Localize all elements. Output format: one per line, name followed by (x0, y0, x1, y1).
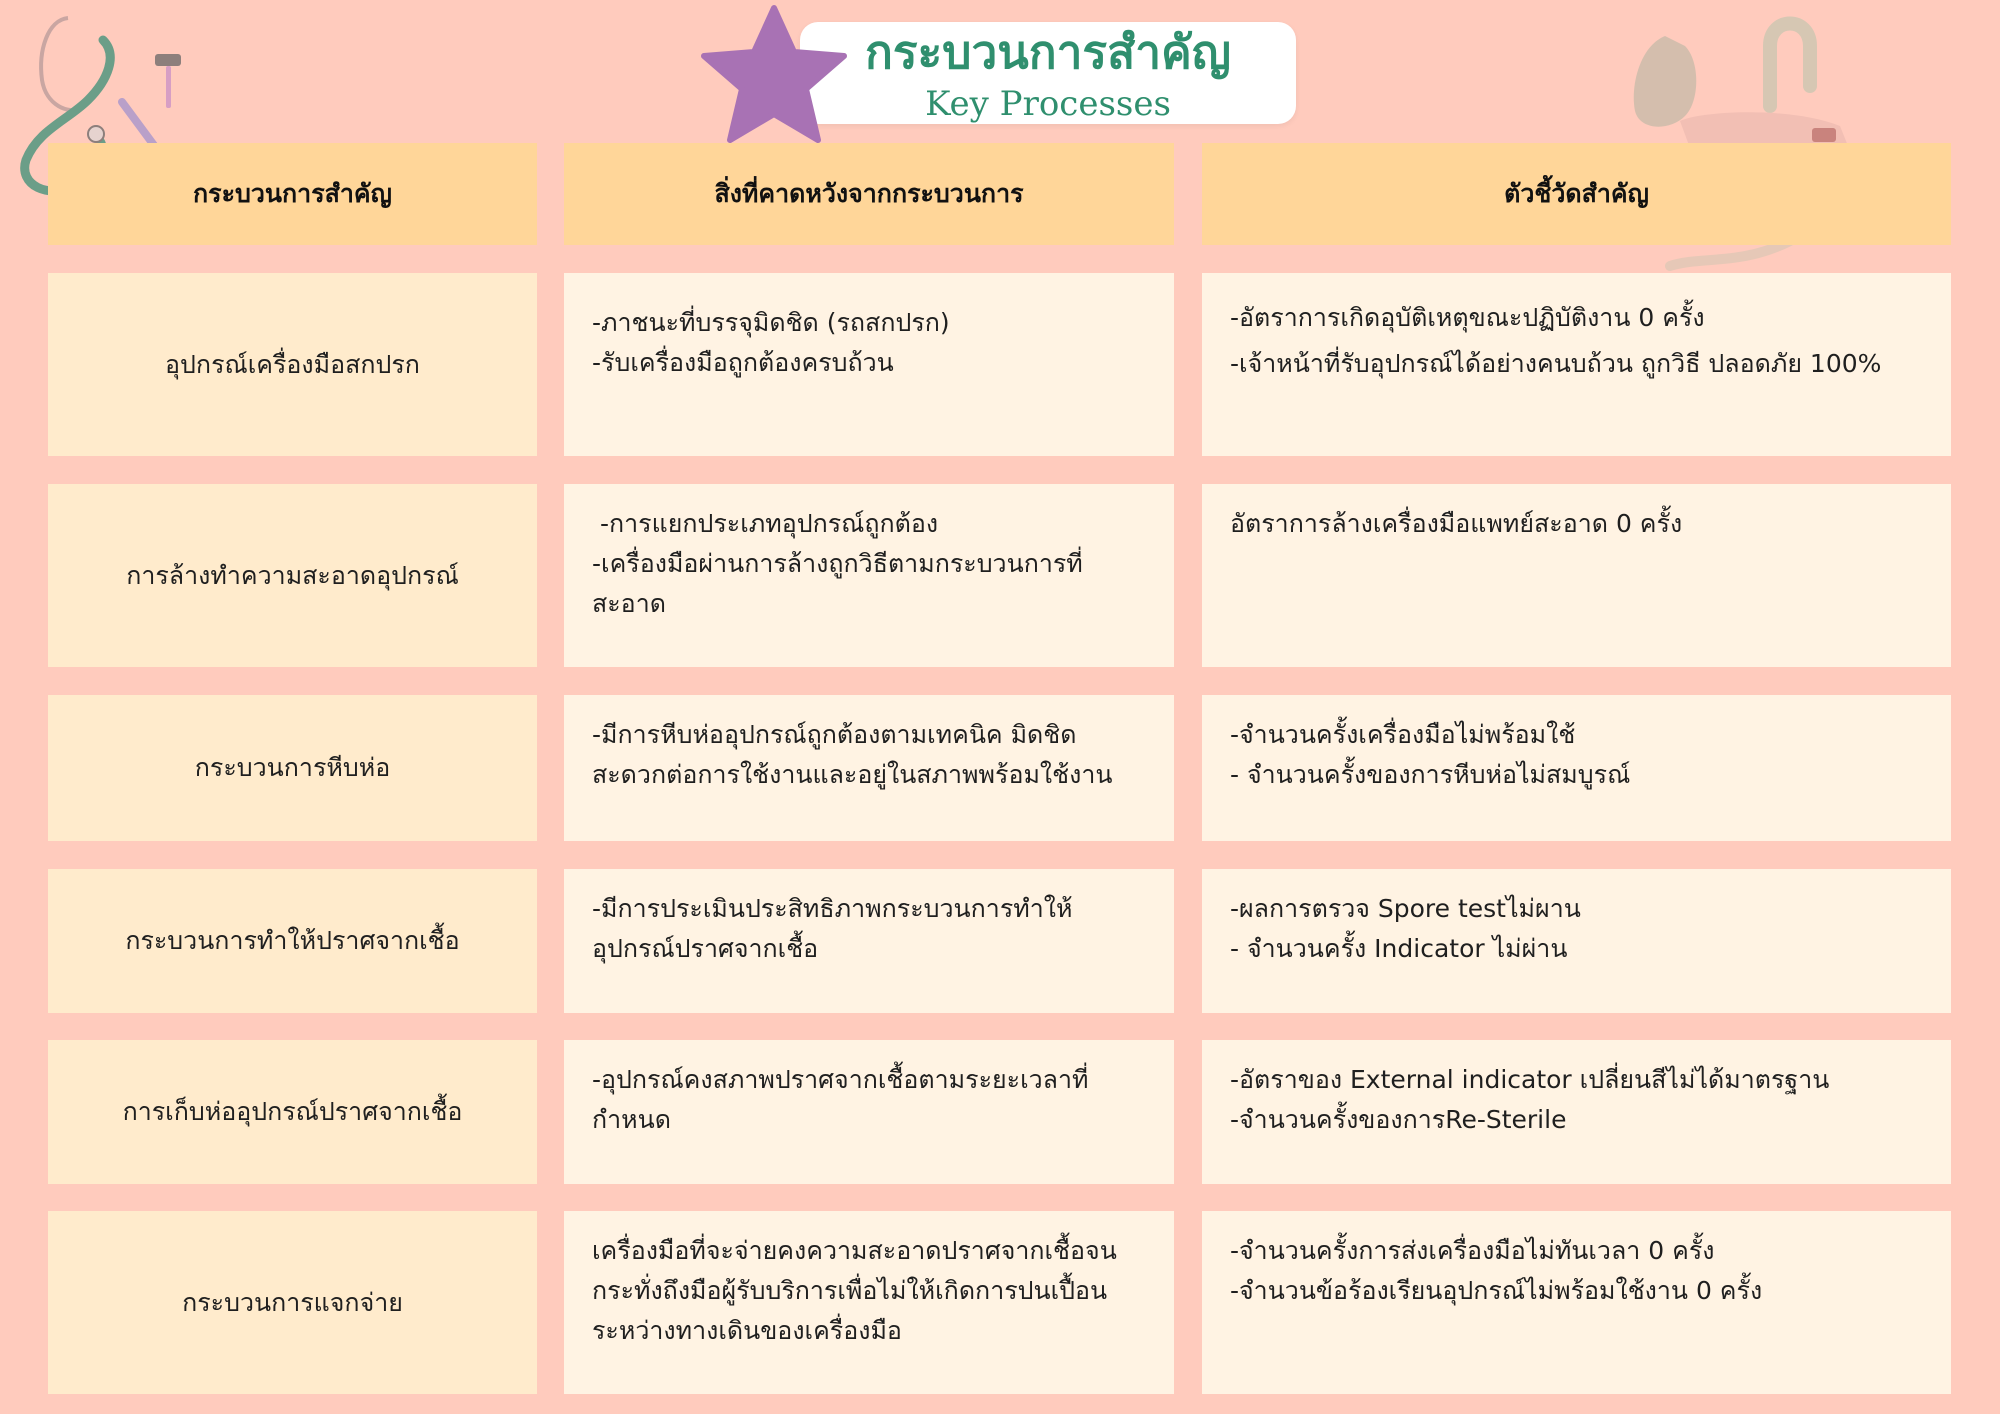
table-row-expected (564, 1211, 1174, 1394)
table-row-process: กระบวนการแจกจ่าย (48, 1211, 537, 1394)
indicator-line: -อัตราของ External indicator เปลี่ยนสีไม่ได้มาตรฐาน (1230, 1065, 1830, 1094)
indicator-line: -จำนวนข้อร้องเรียนอุปกรณ์ไม่พร้อมใช้งาน 0 ครั้ง (1230, 1276, 1763, 1305)
indicator-line: อัตราการล้างเครื่องมือแพทย์สะอาด 0 ครั้ง (1230, 509, 1683, 538)
table-row-process: การล้างทำความสะอาดอุปกรณ์ (48, 484, 537, 667)
table-row-indicators (1202, 1040, 1951, 1184)
expected-line: กระทั่งถึงมือผู้รับบริการเพื่อไม่ให้เกิดการปนเปื้อน (592, 1276, 1108, 1305)
expected-line: -อุปกรณ์คงสภาพปราศจากเชื้อตามระยะเวลาที่ (592, 1065, 1089, 1094)
header-expected: สิ่งที่คาดหวังจากกระบวนการ (564, 143, 1174, 245)
table-row-expected (564, 484, 1174, 667)
table-row-indicators (1202, 484, 1951, 667)
table-row-process: การเก็บห่ออุปกรณ์ปราศจากเชื้อ (48, 1040, 537, 1184)
indicator-line: -จำนวนครั้งของการRe-Sterile (1230, 1105, 1567, 1134)
indicator-line: -อัตราการเกิดอุบัติเหตุขณะปฏิบัติงาน 0 ครั้ง (1230, 303, 1705, 332)
expected-line: เครื่องมือที่จะจ่ายคงความสะอาดปราศจากเชื้อจน (592, 1236, 1117, 1265)
expected-line: อุปกรณ์ปราศจากเชื้อ (592, 934, 819, 963)
expected-line: -เครื่องมือผ่านการล้างถูกวิธีตามกระบวนการที่ (592, 549, 1083, 578)
table-row-indicators (1202, 869, 1951, 1013)
expected-line: สะดวกต่อการใช้งานและอยู่ในสภาพพร้อมใช้งาน (592, 760, 1113, 789)
table-row-process: อุปกรณ์เครื่องมือสกปรก (48, 273, 537, 456)
header-indicators: ตัวชี้วัดสำคัญ (1202, 143, 1951, 245)
table-row-expected (564, 869, 1174, 1013)
indicator-line: -จำนวนครั้งเครื่องมือไม่พร้อมใช้ (1230, 720, 1576, 749)
indicator-line: - จำนวนครั้งของการหีบห่อไม่สมบูรณ์ (1230, 760, 1631, 789)
table-row-indicators (1202, 695, 1951, 841)
indicator-line: - จำนวนครั้ง Indicator ไม่ผ่าน (1230, 934, 1568, 963)
table-row-expected (564, 273, 1174, 456)
expected-line: -มีการประเมินประสิทธิภาพกระบวนการทำให้ (592, 894, 1073, 923)
table-row-indicators (1202, 273, 1951, 456)
expected-line: -ภาชนะที่บรรจุมิดชิด (รถสกปรก) (592, 308, 950, 337)
table-row-expected (564, 695, 1174, 841)
expected-line: -มีการหีบห่ออุปกรณ์ถูกต้องตามเทคนิค มิดชิด (592, 720, 1077, 749)
expected-line: -รับเครื่องมือถูกต้องครบถ้วน (592, 348, 894, 377)
header-process: กระบวนการสำคัญ (48, 143, 537, 245)
page-title: กระบวนการสำคัญ (864, 25, 1231, 79)
page-subtitle: Key Processes (925, 84, 1171, 124)
indicator-line: -จำนวนครั้งการส่งเครื่องมือไม่ทันเวลา 0 ครั้ง (1230, 1236, 1715, 1265)
table-row-process: กระบวนการหีบห่อ (48, 695, 537, 841)
table-row-expected (564, 1040, 1174, 1184)
table-row-process: กระบวนการทำให้ปราศจากเชื้อ (48, 869, 537, 1013)
expected-line: สะอาด (592, 589, 666, 618)
indicator-line: -ผลการตรวจ Spore testไม่ผาน (1230, 894, 1581, 923)
expected-line: กำหนด (592, 1105, 671, 1134)
table-row-indicators (1202, 1211, 1951, 1394)
indicator-line: -เจ้าหน้าที่รับอุปกรณ์ได้อย่างคนบถ้วน ถูกวิธี ปลอดภัย 100% (1230, 349, 1882, 378)
expected-line: -การแยกประเภทอุปกรณ์ถูกต้อง (592, 509, 939, 538)
expected-line: ระหว่างทางเดินของเครื่องมือ (592, 1316, 902, 1345)
